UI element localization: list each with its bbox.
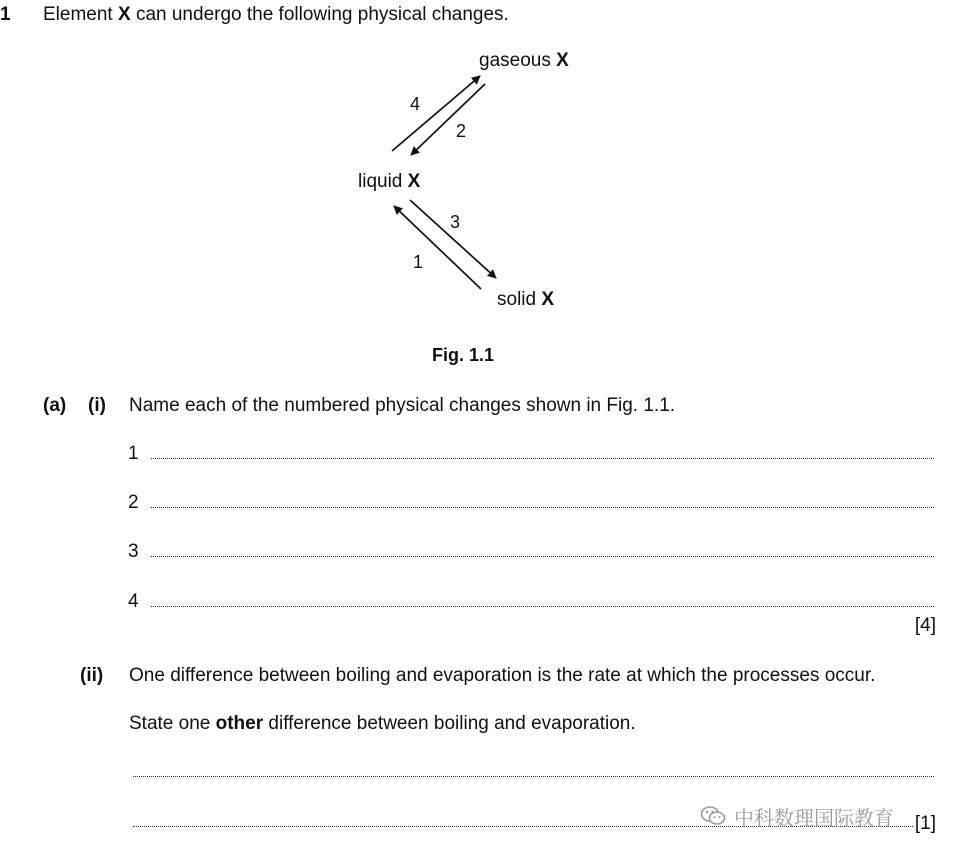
wechat-icon <box>700 805 726 827</box>
liquid-text: liquid <box>358 171 408 192</box>
part-a-i-label: (i) <box>88 395 106 416</box>
answer-number-3: 3 <box>128 541 139 562</box>
arrow-number-1: 1 <box>413 252 424 272</box>
line2-post: difference between boiling and evaporation. <box>263 713 636 734</box>
part-a-ii-line1: One difference between boiling and evaporation is the rate at which the processes occur. <box>129 665 876 686</box>
gaseous-symbol: X <box>556 50 569 71</box>
stem-text-post: can undergo the following physical changes. <box>130 4 509 25</box>
state-label-liquid <box>358 171 421 192</box>
stem-text-pre: Element <box>43 4 118 25</box>
answer-line-3[interactable] <box>151 556 934 557</box>
watermark <box>700 803 894 829</box>
line2-emphasis: other <box>215 713 264 734</box>
part-a-i-prompt: Name each of the numbered physical changes shown in Fig. 1.1. <box>129 395 676 416</box>
state-label-solid <box>497 289 554 310</box>
part-a-ii-line2 <box>129 712 636 736</box>
answer-number-2: 2 <box>128 492 139 513</box>
arrow-number-4: 4 <box>410 94 421 114</box>
watermark-text: 中科数理国际教育 <box>734 805 894 830</box>
state-change-diagram <box>0 0 960 340</box>
answer-number-4: 4 <box>128 591 139 612</box>
question-number: 1 <box>0 4 11 25</box>
stem-element-symbol: X <box>117 4 131 25</box>
arrow-2-gaseous-to-liquid <box>411 84 485 155</box>
arrow-number-2: 2 <box>456 121 467 141</box>
answer-line-2[interactable] <box>151 507 934 508</box>
answer-line-1[interactable] <box>151 458 934 459</box>
answer-line-ii-1[interactable] <box>133 776 934 777</box>
state-label-gaseous <box>479 50 569 71</box>
arrow-4-liquid-to-gaseous <box>392 76 480 151</box>
figure-caption: Fig. 1.1 <box>432 345 495 365</box>
solid-symbol: X <box>541 289 555 310</box>
arrow-number-3: 3 <box>450 212 461 232</box>
line2-pre: State one <box>129 713 216 734</box>
gaseous-text: gaseous <box>479 50 557 71</box>
marks-a-ii: [1] <box>914 813 936 834</box>
solid-text: solid <box>497 289 542 310</box>
answer-number-1: 1 <box>128 443 139 464</box>
part-a-ii-label: (ii) <box>80 665 104 686</box>
answer-line-4[interactable] <box>151 606 934 607</box>
part-a-label: (a) <box>43 395 67 416</box>
arrow-1-solid-to-liquid <box>394 206 481 289</box>
marks-a-i: [4] <box>914 615 936 636</box>
liquid-symbol: X <box>407 171 421 192</box>
